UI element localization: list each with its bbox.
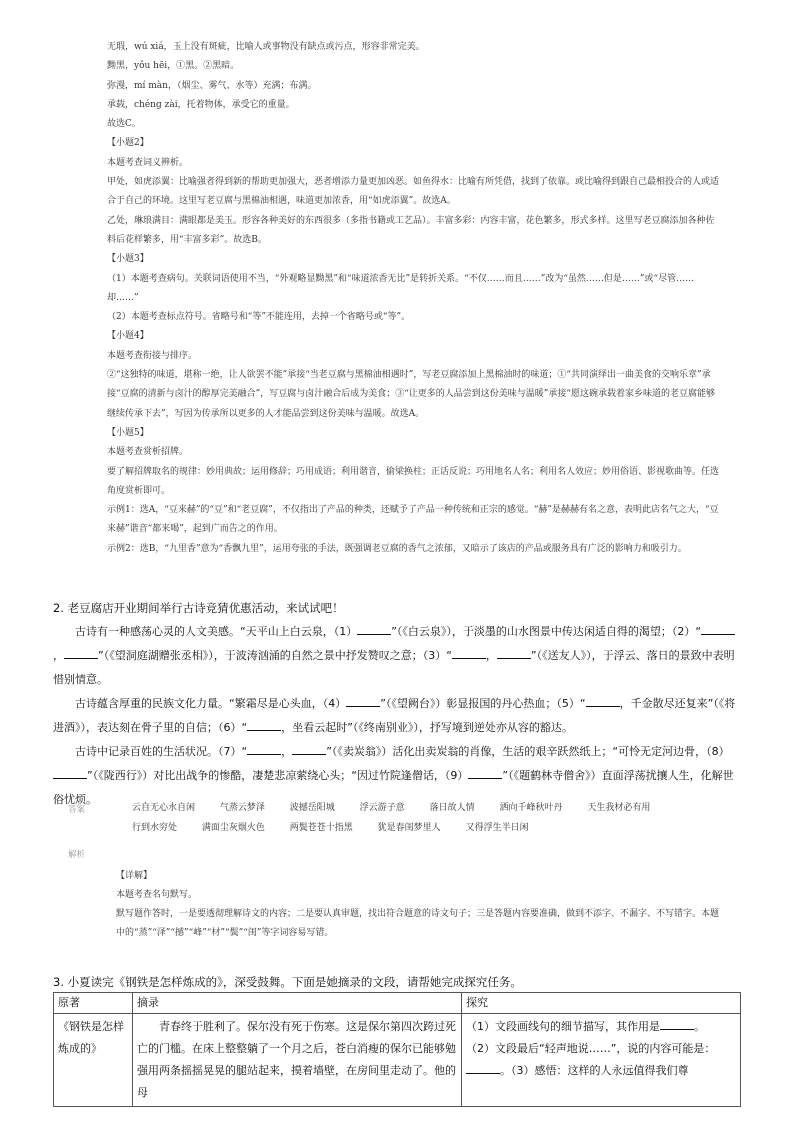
answer-item: 落日故人情	[429, 803, 475, 813]
table-row	[54, 1014, 741, 1107]
blank-7a[interactable]	[247, 744, 281, 755]
header-book: 原著	[54, 993, 133, 1014]
analysis-line: 默写题作答时，一是要透彻理解诗文的内容；二是要认真审题，找出符合题意的诗文句子；三是答题内容要准确，做到不添字、不漏字、不写错字。本题中的“蒸”“泽”“撼”“峰”“材”“鬓”“闺”等字词容易写错。	[116, 909, 720, 938]
blank-8[interactable]	[53, 768, 87, 779]
analysis-line: 示例2：选B，“九里香”意为“香飘九里”，运用夸张的手法，既强调老豆腐的香气之浓郁，又暗示了该店的产品或服务具有广泛的影响力和吸引力。	[107, 543, 687, 554]
answer-item: 气蒸云梦泽	[219, 803, 265, 813]
blank-9[interactable]	[468, 768, 502, 779]
answer-item: 云自无心水自闲	[132, 803, 196, 813]
blank-q3-2[interactable]	[466, 1063, 500, 1074]
analysis-line: 弥漫，mí màn，（烟尘、雾气、水等）充满；布满。	[107, 80, 317, 91]
analysis-line: 要了解招牌取名的规律：妙用典故；运用修辞；巧用成语；利用谐音，偷梁换柱；正话反说；巧用地名人名；利用名人效应；妙用俗语、影视歌曲等。任选角度赏析即可。	[107, 466, 720, 496]
q2-paragraph-2: 古诗蕴含厚重的民族文化力量。“繁霜尽是心头血，（4） ”（《望阙台》）彰显报国的丹心热血；（5）“ ，千金散尽还复来”（《将进酒》），表达刻在骨子里的自信；（6）“ ，坐看云起时”（《终南别业》），抒写境到逆处亦从容的豁达。	[53, 697, 736, 734]
blank-2b[interactable]	[64, 648, 98, 659]
blank-2a[interactable]	[701, 624, 735, 635]
analysis-line: 无瑕，wú xiá，玉上没有斑疵，比喻人或事物没有缺点或污点，形容非常完美。	[107, 42, 425, 52]
analysis-line: 承载，chéng zài，托着物体，承受它的重量。	[107, 99, 295, 110]
analysis-line: 示例1：选A，“豆来赫”的“豆”和“老豆腐”，不仅指出了产品的种类，还赋予了产品一种传统和正宗的感觉。“赫”是赫赫有名之意，表明此店名气之大，“豆来赫”谐音“都来喝”，起到广而告之的作用。	[107, 505, 719, 535]
analysis-line: 本题考查赏析招牌。	[107, 447, 189, 458]
analysis-line: 【小题3】	[107, 254, 149, 265]
header-inquiry: 探究	[462, 993, 741, 1014]
cell-book: 《钢铁是怎样炼成的》	[54, 1014, 133, 1107]
analysis-line: （1）本题考查病句。关联词语使用不当，“外观略显黝黑”和“味道浓香无比”是转折关系。“不仅……而且……”改为“虽然……但是……”或“尽管……却……”	[107, 273, 695, 303]
cell-inquiry: （1）文段画线句的细节描写，其作用是 。 （2）文段最后“轻声地说……”，说的内容可能是：。（3）感悟：这样的人永远值得我们尊	[462, 1014, 741, 1107]
analysis-line: 黝黑，yǒu hēi，①黑。②黑暗。	[107, 61, 240, 72]
analysis-line: 【详解】	[116, 871, 153, 881]
q2-paragraph-3: 古诗中记录百姓的生活状况。（7）“ ， ”（《卖炭翁》）活化出卖炭翁的肖像，生活的艰辛跃然纸上；“可怜无定河边骨，（8）”（《陇西行》）对比出战争的惨酷，凄楚悲凉萦绕心头；“因过竹院逢僧话，（9） ”（《题鹤林寺僧舍》）直面浮荡扰攘人生，化解世俗忧烦。	[53, 745, 734, 806]
answer-item: 满面尘灰烟火色	[201, 823, 265, 833]
q2-analysis	[116, 867, 726, 943]
analysis-label: 解析	[68, 850, 86, 860]
analysis-line: 本题考查衔接与排序。	[107, 350, 198, 361]
answer-item: 两鬓苍苍十指黑	[289, 823, 353, 833]
analysis-line: 【小题5】	[107, 427, 149, 438]
blank-3b[interactable]	[497, 648, 531, 659]
cell-excerpt: 青春终于胜利了。保尔没有死于伤寒。这是保尔第四次跨过死亡的门槛。在床上整整躺了一个月之后，苍白消瘦的保尔已能够勉强用两条摇摇晃晃的腿站起来，摸着墙壁，在房间里走动了。他的母	[133, 1014, 462, 1107]
blank-q3-1[interactable]	[660, 1019, 694, 1030]
analysis-line: 故选C。	[107, 119, 141, 130]
blank-5[interactable]	[586, 696, 620, 707]
q2-answers	[110, 798, 740, 838]
q3-title: 3. 小夏读完《钢铁是怎样炼成的》，深受鼓舞。下面是她摘录的文段，请帮她完成探究任务。	[53, 975, 522, 989]
answer-item: 犹是春闺梦里人	[377, 823, 441, 833]
blank-6[interactable]	[247, 720, 281, 731]
analysis-line: 【小题4】	[107, 331, 149, 342]
answer-item: 又得浮生半日闲	[465, 823, 529, 833]
answer-item: 波撼岳阳城	[289, 803, 335, 813]
analysis-line: 本题考查名句默写。	[116, 890, 198, 900]
blank-4[interactable]	[346, 696, 380, 707]
answer-label: 答案	[68, 805, 86, 815]
q3-table	[53, 992, 741, 1107]
analysis-line: 甲处，如虎添翼：比喻强者得到新的帮助更加强大，恶者增添力量更加凶恶。如鱼得水：比喻有所凭借，找到了依靠。或比喻得到跟自己最相投合的人或适合于自己的环境。这里写老豆腐与黑棉油相遇，味道更加浓香，用“如虎添翼”。故选A。	[107, 177, 720, 207]
q2-title: 2. 老豆腐店开业期间举行古诗竞猜优惠活动，来试试吧！	[53, 601, 344, 615]
answer-item: 浮云游子意	[359, 803, 405, 813]
analysis-line: （2）本题考查标点符号。省略号和“等”不能连用，去掉一个省略号或“等”。	[107, 312, 411, 323]
blank-1[interactable]	[357, 624, 391, 635]
blank-3a[interactable]	[452, 648, 486, 659]
answer-item: 行到水穷处	[132, 823, 178, 833]
header-excerpt: 摘录	[133, 993, 462, 1014]
answer-item: 天生我材必有用	[587, 803, 651, 813]
analysis-line: 乙处，琳琅满目：满眼都是美玉。形容各种美好的东西很多（多指书籍或工艺品）。丰富多彩：内容丰富，花色繁多，形式多样。这里写老豆腐添加各种佐料后花样繁多，用“丰富多彩”。故选B。	[107, 215, 715, 245]
q1-analysis	[107, 38, 719, 559]
answer-item: 洒向千峰秋叶丹	[499, 803, 563, 813]
blank-7b[interactable]	[292, 744, 326, 755]
q2-paragraph-1: 古诗有一种感荡心灵的人文美感。“天平山上白云泉，（1） ”（《白云泉》），于淡墨的山水图景中传达闲适自得的渴望；（2）“， ”（《望洞庭湖赠张丞相》），于波涛汹涌的自然之景中抒发赞叹之意；（3）“ ， ”（《送友人》），于浮云、落日的景致中表明惜别情意。	[53, 625, 735, 686]
analysis-line: 【小题2】	[107, 138, 149, 149]
q2-body	[53, 620, 743, 812]
analysis-line: 本题考查词义辨析。	[107, 157, 189, 168]
analysis-line: ②“这独特的味道，堪称一绝，让人欲罢不能”承接“当老豆腐与黑棉油相遇时”，写老豆腐添加上黑棉油时的味道；①“共同演绎出一曲美食的交响乐章”承接“豆腐的清新与卤汁的醇厚完美融合”，写豆腐与卤汁融合后成为美食；③“让更多的人品尝到这份美味与温暖”承接“愿这碗承载着家乡味道的老豆腐能够继续传承下去”，写因为传承所以更多的人才能品尝到这份美味与温暖。故选A。	[107, 370, 716, 419]
table-header-row	[54, 993, 741, 1014]
